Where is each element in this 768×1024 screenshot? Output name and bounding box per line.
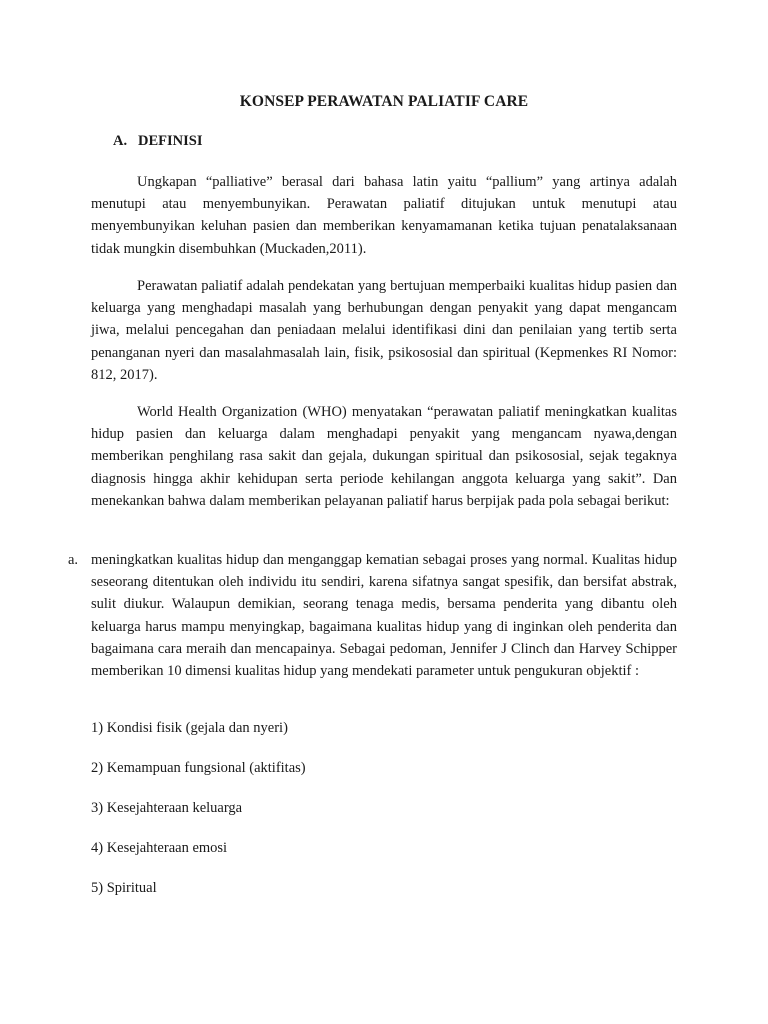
section-number: A. xyxy=(113,133,128,149)
paragraph-definition-3: World Health Organization (WHO) menyatakan “perawatan paliatif meningkatkan kualitas hidup pasien dan keluarga dalam menghadapi penyakit yang mengancam nyawa,dengan memberikan penghilang rasa sakit dan gejala, dukungan spiritual dan psikososial, sejak tegaknya diagnosis hingga akhir kehidupan serta periode kehilangan anggota keluarga yang sakit”. Dan menekankan bahwa dalam memberikan pelayanan paliatif harus berpijak pada pola sebagai berikut: xyxy=(91,404,677,509)
list-item-text: meningkatkan kualitas hidup dan menganggap kematian sebagai proses yang normal. Kualitas hidup seseorang ditentukan oleh individu itu sendiri, karena sifatnya sangat spesifik, dan bersifat abstrak, sulit diukur. Walaupun demikian, seorang tenaga medis, bersama penderita yang dibantu oleh keluarga harus mampu menyingkap, bagaimana kualitas hidup yang di inginkan oleh penderita dan bagaimana cara meraih dan mencapainya. Sebagai pedoman, Jennifer J Clinch dan Harvey Schipper memberikan 10 dimensi kualitas hidup yang mendekati parameter untuk pengukuran objektif : xyxy=(91,552,677,680)
paragraph-definition-1: Ungkapan “palliative” berasal dari bahasa latin yaitu “pallium” yang artinya adalah menutupi atau menyembunyikan. Perawatan paliatif ditujukan untuk menutupi atau menyembunyikan keluhan pasien dan memberikan kenyamamanan ketika tujuan penatalaksanaan tidak mungkin disembuhkan (Muckaden,2011). xyxy=(91,174,677,257)
document-title: KONSEP PERAWATAN PALIATIF CARE xyxy=(239,93,529,110)
list-item-a xyxy=(68,549,677,682)
section-title: DEFINISI xyxy=(138,133,203,149)
dimension-item-2: 2) Kemampuan fungsional (aktifitas) xyxy=(91,760,306,776)
list-marker: a. xyxy=(68,552,79,568)
dimension-item-3: 3) Kesejahteraan keluarga xyxy=(91,800,243,816)
dimension-item-5: 5) Spiritual xyxy=(91,880,157,896)
section-heading xyxy=(113,133,202,150)
paragraph-definition-2: Perawatan paliatif adalah pendekatan yang bertujuan memperbaiki kualitas hidup pasien dan keluarga yang menghadapi masalah yang berhubungan dengan penyakit yang dapat mengancam jiwa, melalui pencegahan dan peniadaan melalui identifikasi dini dan penilaian yang tertib serta penanganan nyeri dan masalahmasalah lain, fisik, psikososial dan spiritual (Kepmenkes RI Nomor: 812, 2017). xyxy=(91,278,677,383)
dimension-item-1: 1) Kondisi fisik (gejala dan nyeri) xyxy=(91,720,288,736)
dimension-item-4: 4) Kesejahteraan emosi xyxy=(91,840,228,856)
